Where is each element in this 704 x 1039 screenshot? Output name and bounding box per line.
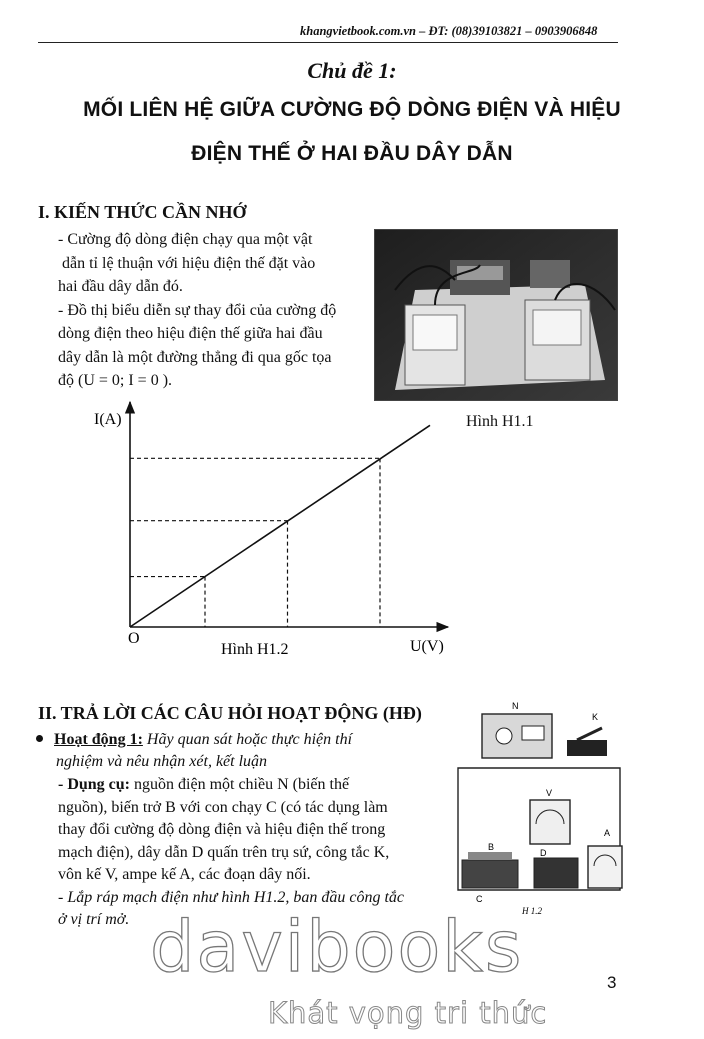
- header-divider: [38, 42, 618, 43]
- circuit-diagram: [452, 700, 628, 922]
- section1-text: [58, 228, 378, 393]
- page-number: 3: [607, 973, 617, 992]
- section2-heading: II. TRẢ LỜI CÁC CÂU HỎI HOẠT ĐỘNG (HĐ): [38, 703, 422, 723]
- bullet-icon: [36, 735, 43, 742]
- watermark-logo: davibooks: [150, 906, 524, 988]
- p1-line3: hai đầu dây dẫn đó.: [58, 278, 183, 295]
- ui-graph: [88, 398, 468, 670]
- ammeter-icon: [588, 846, 622, 888]
- header-website: khangvietbook.com.vn – ĐT: (08)39103821 – 0903906848: [300, 24, 598, 38]
- p2-line1: - Đồ thị biểu diễn sự thay đổi của cường độ: [58, 301, 337, 319]
- topic-label: Chủ đề 1:: [307, 58, 397, 83]
- watermark-slogan: Khát vọng tri thức: [268, 996, 548, 1030]
- tools-line2: nguồn), biến trở B với con chạy C (có tác dụng làm: [58, 798, 388, 816]
- activity-text-line2: nghiệm và nêu nhận xét, kết luận: [56, 753, 268, 770]
- y-axis-label: I(A): [94, 411, 122, 428]
- assembly-line2: ở vị trí mở.: [58, 911, 130, 928]
- label-A: A: [604, 828, 611, 838]
- p1-line2: dẫn tỉ lệ thuận với hiệu điện thế đặt vào: [62, 254, 316, 272]
- tools-line5: vôn kế V, ampe kế A, các đoạn dây nối.: [58, 866, 311, 883]
- label-C: C: [476, 894, 483, 904]
- p2-line4: độ (U = 0; I = 0 ).: [58, 372, 173, 389]
- figure1-caption: Hình H1.1: [466, 413, 534, 430]
- page-title-line2: ĐIỆN THẾ Ở HAI ĐẦU DÂY DẪN: [191, 142, 513, 165]
- label-K: K: [592, 712, 599, 722]
- page-title-line1: MỐI LIÊN HỆ GIỮA CƯỜNG ĐỘ DÒNG ĐIỆN VÀ HIỆU: [83, 98, 621, 121]
- tools-label: - Dụng cụ:: [58, 776, 131, 793]
- label-V: V: [546, 788, 553, 798]
- section1-heading: I. KIẾN THỨC CẦN NHỚ: [38, 202, 247, 222]
- circuit-caption: H 1.2: [522, 906, 542, 916]
- label-B: B: [488, 842, 495, 852]
- conductor-icon: [534, 858, 578, 888]
- chart-caption: Hình H1.2: [221, 641, 289, 658]
- activity-label: Hoạt động 1:: [54, 731, 143, 748]
- series-line: [130, 425, 430, 627]
- rheostat-coil-icon: [468, 852, 512, 860]
- tools-line1: nguồn điện một chiều N (biến thế: [134, 776, 350, 793]
- activity-text-line1: Hãy quan sát hoặc thực hiện thí: [146, 731, 353, 748]
- rheostat-icon: [462, 860, 518, 888]
- switch-icon: [567, 740, 607, 756]
- experiment-photo-image: [375, 230, 617, 400]
- power-display-icon: [522, 726, 544, 740]
- origin-label: O: [128, 630, 140, 647]
- power-dial-icon: [496, 728, 512, 744]
- assembly-line1: - Lắp ráp mạch điện như hình H1.2, ban đầu công tắc: [58, 888, 405, 906]
- switch-lever-icon: [577, 728, 602, 740]
- activity-block: [34, 729, 454, 773]
- label-N: N: [512, 701, 519, 711]
- experiment-photo: [374, 229, 618, 401]
- p1-line1: - Cường độ dòng điện chạy qua một vật: [58, 231, 313, 248]
- x-axis-label: U(V): [410, 638, 444, 655]
- tools-line4: mạch điện), dây dẫn D quấn trên trụ sứ, công tắc K,: [58, 843, 390, 861]
- p2-line2: dòng điện theo hiệu điện thế giữa hai đầu: [58, 325, 323, 342]
- tools-line3: thay đổi cường độ dòng điện và hiệu điện thế trong: [58, 821, 386, 838]
- p2-line3: dây dẫn là một đường thẳng đi qua gốc tọa: [58, 348, 332, 366]
- label-D: D: [540, 848, 547, 858]
